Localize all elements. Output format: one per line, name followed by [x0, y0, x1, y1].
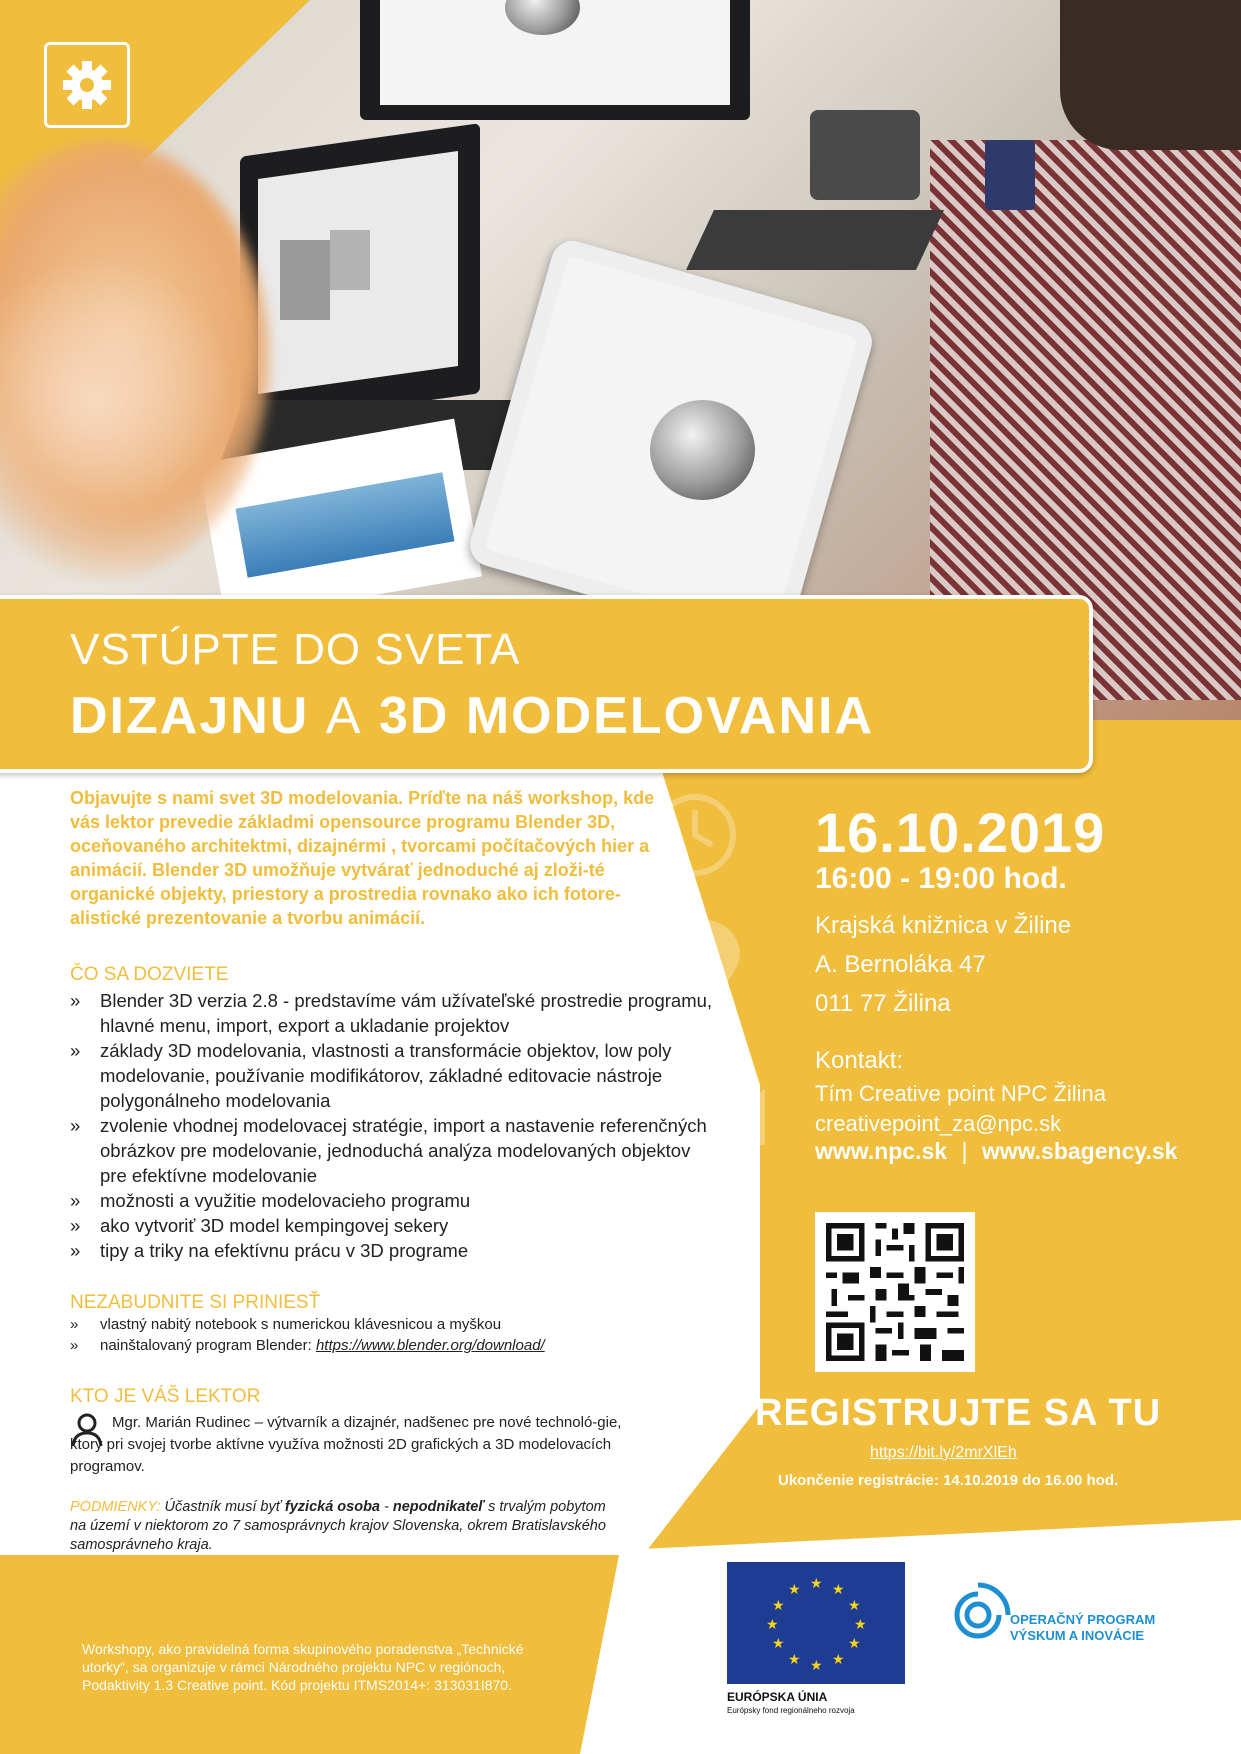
footer-text: Workshopy, ako pravidelná forma skupinového poradenstva „Technické utorky“, sa organizuje v rámci Národného projektu NPC v regiónoch, Podaktivity 1.3 Creative point. Kód projektu ITMS2014+: 313031I870. [82, 1641, 524, 1693]
op-logo-text [1010, 1612, 1155, 1644]
list-item: » možnosti a využitie modelovacieho programu [70, 1188, 720, 1213]
lector-text [70, 1412, 650, 1478]
list-item [70, 1335, 690, 1356]
contact-email[interactable]: creativepoint_za@npc.sk [815, 1111, 1062, 1136]
eu-title: EURÓPSKA ÚNIA [727, 1690, 828, 1704]
conditions-bold: fyzická osoba [284, 1499, 380, 1515]
contact-label: Kontakt: [815, 1047, 904, 1074]
gear-icon [44, 42, 130, 128]
contact-team: Tím Creative point NPC Žilina [815, 1081, 1106, 1106]
eu-subtitle: Európsky fond regionálneho rozvoja [727, 1706, 855, 1715]
qr-code[interactable] [815, 1212, 975, 1372]
intro-paragraph: Objavujte s nami svet 3D modelovania. Príďte na náš workshop, kde vás lektor prevedie základmi opensource programu Blender 3D, oceňovaného architektmi, dizajnérmi , tvorcami počítačových hier a animácií. Blender 3D umožňuje vytvárať jednoduché aj zloži-té organické objekty, priestory a prostredia rovnako ako ich fotore-alistické prezentovanie a tvorbu animácií. [70, 788, 655, 928]
op-line2: VÝSKUM A INOVÁCIE [1010, 1628, 1145, 1643]
lector-name: Mgr. Marián Rudinec [112, 1414, 251, 1431]
blender-download-link[interactable]: https://www.blender.org/download/ [315, 1337, 545, 1354]
title-word-3d: 3D MODELOVANIA [378, 687, 874, 745]
list-item: » vlastný nabitý notebook s numerickou klávesnicou a myškou [70, 1314, 690, 1335]
conditions-part: s trvalým pobytom na území v niektorom zo 7 samosprávnych krajov Slovenska, okrem Bratislavského samosprávneho kraja. [70, 1499, 606, 1553]
blender-label: nainštalovaný program Blender: [100, 1337, 316, 1354]
title-word-a: A [325, 687, 363, 745]
list-item: » ako vytvoriť 3D model kempingovej sekery [70, 1213, 720, 1238]
conditions-bold: nepodnikateľ [392, 1499, 485, 1515]
title-banner [0, 595, 1093, 773]
event-street: A. Bernoláka 47 [815, 951, 986, 978]
conditions-part: - [380, 1499, 393, 1515]
bring-list [70, 1314, 690, 1356]
eu-flag: ★ ★ ★ ★ ★ ★ ★ ★ ★ ★ ★ ★ [727, 1562, 905, 1684]
conditions-part: Účastník musí byť [160, 1499, 285, 1515]
register-cta[interactable]: REGISTRUJTE SA TU [755, 1392, 1162, 1434]
registration-link[interactable]: https://bit.ly/2mrXlEh [870, 1444, 1017, 1461]
lector-heading: KTO JE VÁŠ LEKTOR [70, 1386, 261, 1407]
list-item: » Blender 3D verzia 2.8 - predstavíme vám užívateľské prostredie programu, hlavné menu, import, export a ukladanie projektov [70, 988, 720, 1038]
event-time: 16:00 - 19:00 hod. [815, 862, 1067, 895]
lector-bio: – výtvarník a dizajnér, nadšenec pre nové technoló-gie, ktorý pri svojej tvorbe aktívne využíva možnosti 2D grafických a 3D modelovacích programov. [70, 1414, 622, 1475]
conditions-text [70, 1498, 610, 1555]
website-npc-link[interactable]: www.npc.sk [815, 1138, 948, 1164]
op-line1: OPERAČNÝ PROGRAM [1010, 1612, 1156, 1627]
website-sbagency-link[interactable]: www.sbagency.sk [981, 1138, 1178, 1164]
website-separator: | [961, 1138, 968, 1164]
learn-list [70, 988, 720, 1263]
list-item: » zvolenie vhodnej modelovacej stratégie, import a nastavenie referenčných obrázkov pre modelovanie, jednoduchá analýza modelovaných objektov pre efektívne modelovanie [70, 1113, 720, 1188]
list-item: » tipy a triky na efektívnu prácu v 3D programe [70, 1238, 720, 1263]
op-logo-icon [945, 1582, 1011, 1648]
event-date: 16.10.2019 [815, 801, 1106, 864]
title-line2 [70, 686, 874, 746]
list-item: » základy 3D modelovania, vlastnosti a transformácie objektov, low poly modelovanie, používanie modifikátorov, základné editovacie nástroje polygonálneho modelovania [70, 1038, 720, 1113]
title-word-dizajnu: DIZAJNU [70, 687, 310, 745]
event-place: Krajská knižnica v Žiline [815, 912, 1072, 939]
bring-heading: NEZABUDNITE SI PRINIESŤ [70, 1292, 321, 1313]
learn-heading: ČO SA DOZVIETE [70, 964, 229, 985]
title-line1: VSTÚPTE DO SVETA [70, 625, 521, 674]
event-city: 011 77 Žilina [815, 990, 951, 1017]
registration-deadline: Ukončenie registrácie: 14.10.2019 do 16.00 hod. [778, 1472, 1119, 1489]
conditions-label: PODMIENKY: [70, 1499, 161, 1515]
contact-websites [815, 1138, 1177, 1165]
